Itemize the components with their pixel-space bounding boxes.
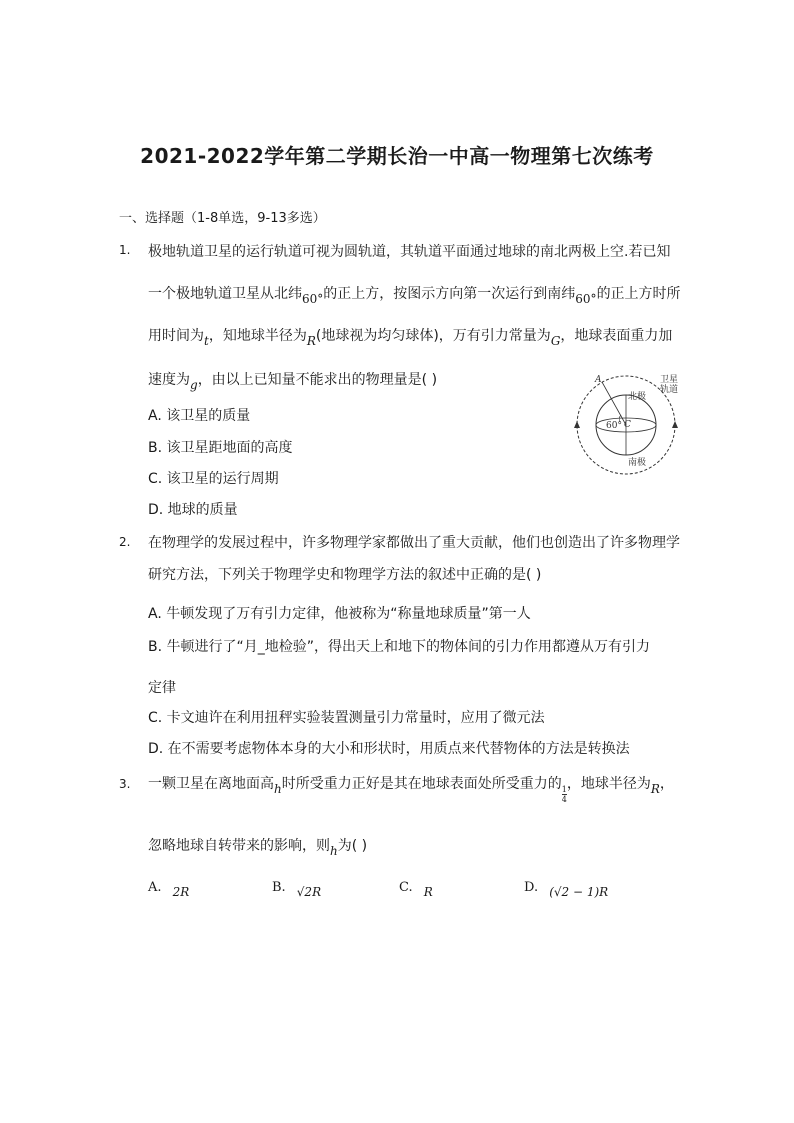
text-segment: ，由以上已知量不能求出的物理量是( ) xyxy=(197,372,438,388)
label-south: 南极 xyxy=(628,458,647,468)
question-text-line: 研究方法，下列关于物理学史和物理学方法的叙述中正确的是( ) xyxy=(148,567,542,583)
option-label: B. xyxy=(272,880,286,895)
fraction-denominator: 4 xyxy=(561,794,567,804)
text-segment: 忽略地球自转带来的影响，则 xyxy=(148,838,330,854)
math-value: R xyxy=(306,334,316,348)
text-segment: ， xyxy=(659,776,674,792)
direction-arrow-right-icon xyxy=(672,421,678,428)
label-orbit-1: 卫星 xyxy=(660,375,679,385)
question-text: 极地轨道卫星的运行轨道可视为圆轨道，其轨道平面通过地球的南北两极上空.若已知 xyxy=(148,244,671,260)
question-number: 2. xyxy=(119,535,131,549)
question-text-line xyxy=(148,325,673,348)
text-segment: (地球视为均匀球体)，万有引力常量为 xyxy=(315,328,551,344)
fraction xyxy=(562,785,567,804)
option-label: C. xyxy=(399,880,413,895)
direction-arrow-left-icon xyxy=(574,421,580,428)
option-value: R xyxy=(423,885,433,899)
question-number: 1. xyxy=(119,243,131,257)
text-segment: 时所受重力正好是其在地球表面处所受重力的 xyxy=(281,776,562,792)
label-c: C xyxy=(624,420,631,430)
question-text-line xyxy=(148,773,674,804)
text-segment: ，知地球半径为 xyxy=(208,328,307,344)
label-angle: 60° xyxy=(606,421,622,431)
option-d: D. 在不需要考虑物体本身的大小和形状时，用质点来代替物体的方法是转换法 xyxy=(148,741,630,757)
option-a xyxy=(148,876,190,899)
option-b: B. 该卫星距地面的高度 xyxy=(148,440,293,456)
fraction-numerator: 1 xyxy=(561,784,567,794)
math-value: G xyxy=(550,334,561,348)
label-a: A xyxy=(595,375,602,385)
math-value: R xyxy=(650,782,660,796)
option-value: (√2 − 1)R xyxy=(549,885,609,899)
option-label: A. xyxy=(148,880,162,895)
option-a: A. 该卫星的质量 xyxy=(148,408,251,424)
text-segment: 一个极地轨道卫星从北纬 xyxy=(148,286,302,302)
math-value: 60° xyxy=(575,292,597,306)
question-text-line xyxy=(148,369,438,392)
option-c: C. 该卫星的运行周期 xyxy=(148,471,279,487)
option-c xyxy=(399,876,433,899)
option-a: A. 牛顿发现了万有引力定律，他被称为“称量地球质量”第一人 xyxy=(148,606,531,622)
page-title: 2021-2022学年第二学期长治一中高一物理第七次练考 xyxy=(140,144,654,168)
option-b-continued: 定律 xyxy=(148,680,176,696)
option-c: C. 卡文迪许在利用扭秤实验装置测量引力常量时，应用了微元法 xyxy=(148,710,545,726)
option-value: √2R xyxy=(296,885,322,899)
section-heading: 一、选择题（1-8单选，9-13多选） xyxy=(119,211,326,226)
question-text: 在物理学的发展过程中，许多物理学家都做出了重大贡献，他们也创造出了许多物理学 xyxy=(148,535,680,551)
text-segment: 为( ) xyxy=(337,838,368,854)
text-segment: ，地球表面重力加 xyxy=(560,328,673,344)
label-orbit-2: 轨道 xyxy=(660,385,679,395)
text-segment: 速度为 xyxy=(148,372,190,388)
math-value: 60° xyxy=(302,292,324,306)
text-segment: ，地球半径为 xyxy=(566,776,651,792)
option-d: D. 地球的质量 xyxy=(148,502,238,518)
math-value: t xyxy=(204,334,209,348)
question-text-line xyxy=(148,283,681,306)
math-value: h xyxy=(274,782,282,796)
text-segment: 用时间为 xyxy=(148,328,204,344)
text-segment: 的正上方，按图示方向第一次运行到南纬 xyxy=(323,286,576,302)
label-north: 北极 xyxy=(628,392,647,402)
option-b xyxy=(272,876,322,899)
question-number: 3. xyxy=(119,777,131,791)
question-text-line xyxy=(148,835,368,858)
math-value: g xyxy=(190,378,198,392)
option-d xyxy=(524,876,609,899)
math-value: h xyxy=(330,844,338,858)
option-value: 2R xyxy=(172,885,190,899)
text-segment: 一颗卫星在离地面高 xyxy=(148,776,274,792)
text-segment: 的正上方时所 xyxy=(596,286,681,302)
orbit-diagram xyxy=(574,370,694,480)
option-b: B. 牛顿进行了“月_地检验”，得出天上和地下的物体间的引力作用都遵从万有引力 xyxy=(148,639,651,655)
option-label: D. xyxy=(524,880,539,895)
